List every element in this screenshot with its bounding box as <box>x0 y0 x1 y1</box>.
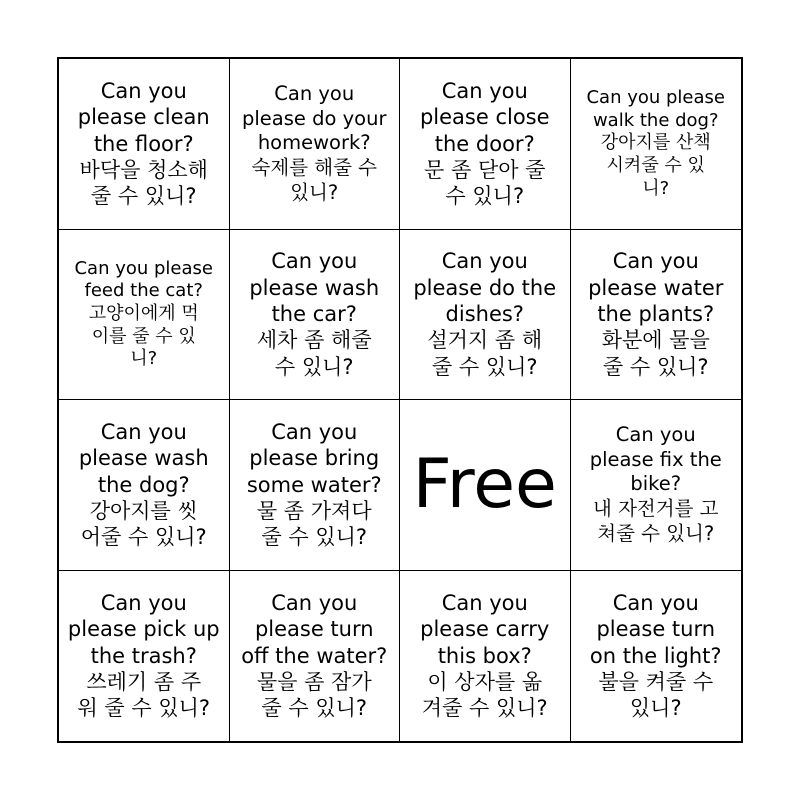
bingo-cell-r1c4[interactable] <box>571 59 742 230</box>
bingo-cell-r1c2[interactable] <box>230 59 401 230</box>
cell-text: Can you please wash the dog? 강아지를 씻 어줄 수 있니? <box>78 419 209 550</box>
cell-text: Can you please turn on the light? 불을 켜줄 수 있니? <box>589 590 722 721</box>
bingo-cell-r4c4[interactable] <box>571 571 742 742</box>
bingo-cell-r4c3[interactable] <box>400 571 571 742</box>
bingo-cell-r3c4[interactable] <box>571 400 742 571</box>
cell-text: Can you please pick up the trash? 쓰레기 좀 주 워 줄 수 있니? <box>67 590 220 721</box>
bingo-cell-r1c3[interactable] <box>400 59 571 230</box>
bingo-cell-r2c3[interactable] <box>400 230 571 401</box>
cell-text: Can you please carry this box? 이 상자를 옮 겨줄 수 있니? <box>420 590 550 721</box>
cell-text: Can you please feed the cat? 고양이에게 먹 이를 줄 수 있 니? <box>74 257 213 370</box>
free-space-label: Free <box>412 444 557 524</box>
bingo-cell-r3c1[interactable] <box>59 400 230 571</box>
bingo-cell-r2c2[interactable] <box>230 230 401 401</box>
cell-text: Can you please fix the bike? 내 자전거를 고 쳐줄 수 있니? <box>589 423 722 545</box>
cell-text: Can you please wash the car? 세차 좀 해줄 수 있니? <box>249 249 380 379</box>
cell-text: Can you please water the plants? 화분에 물을 줄 수 있니? <box>588 249 724 379</box>
bingo-cell-free[interactable] <box>400 400 571 571</box>
cell-text: Can you please do your homework? 숙제를 해줄 수 있니? <box>242 82 387 204</box>
cell-text: Can you please close the door? 문 좀 닫아 줄 수 있니? <box>419 78 550 209</box>
bingo-cell-r2c1[interactable] <box>59 230 230 401</box>
bingo-cell-r2c4[interactable] <box>571 230 742 401</box>
bingo-cell-r1c1[interactable] <box>59 59 230 230</box>
bingo-cell-r3c2[interactable] <box>230 400 401 571</box>
cell-text: Can you please clean the floor? 바닥을 청소해 줄 수 있니? <box>77 78 210 209</box>
cell-text: Can you please turn off the water? 물을 좀 잠가 줄 수 있니? <box>241 590 388 721</box>
bingo-board <box>57 57 743 743</box>
cell-text: Can you please walk the dog? 강아지를 산책 시켜줄 수 있 니? <box>586 87 725 199</box>
bingo-cell-r4c1[interactable] <box>59 571 230 742</box>
cell-text: Can you please do the dishes? 설거지 좀 해 줄 수 있니? <box>413 249 557 379</box>
cell-text: Can you please bring some water? 물 좀 가져다 줄 수 있니? <box>246 419 382 550</box>
bingo-cell-r4c2[interactable] <box>230 571 401 742</box>
